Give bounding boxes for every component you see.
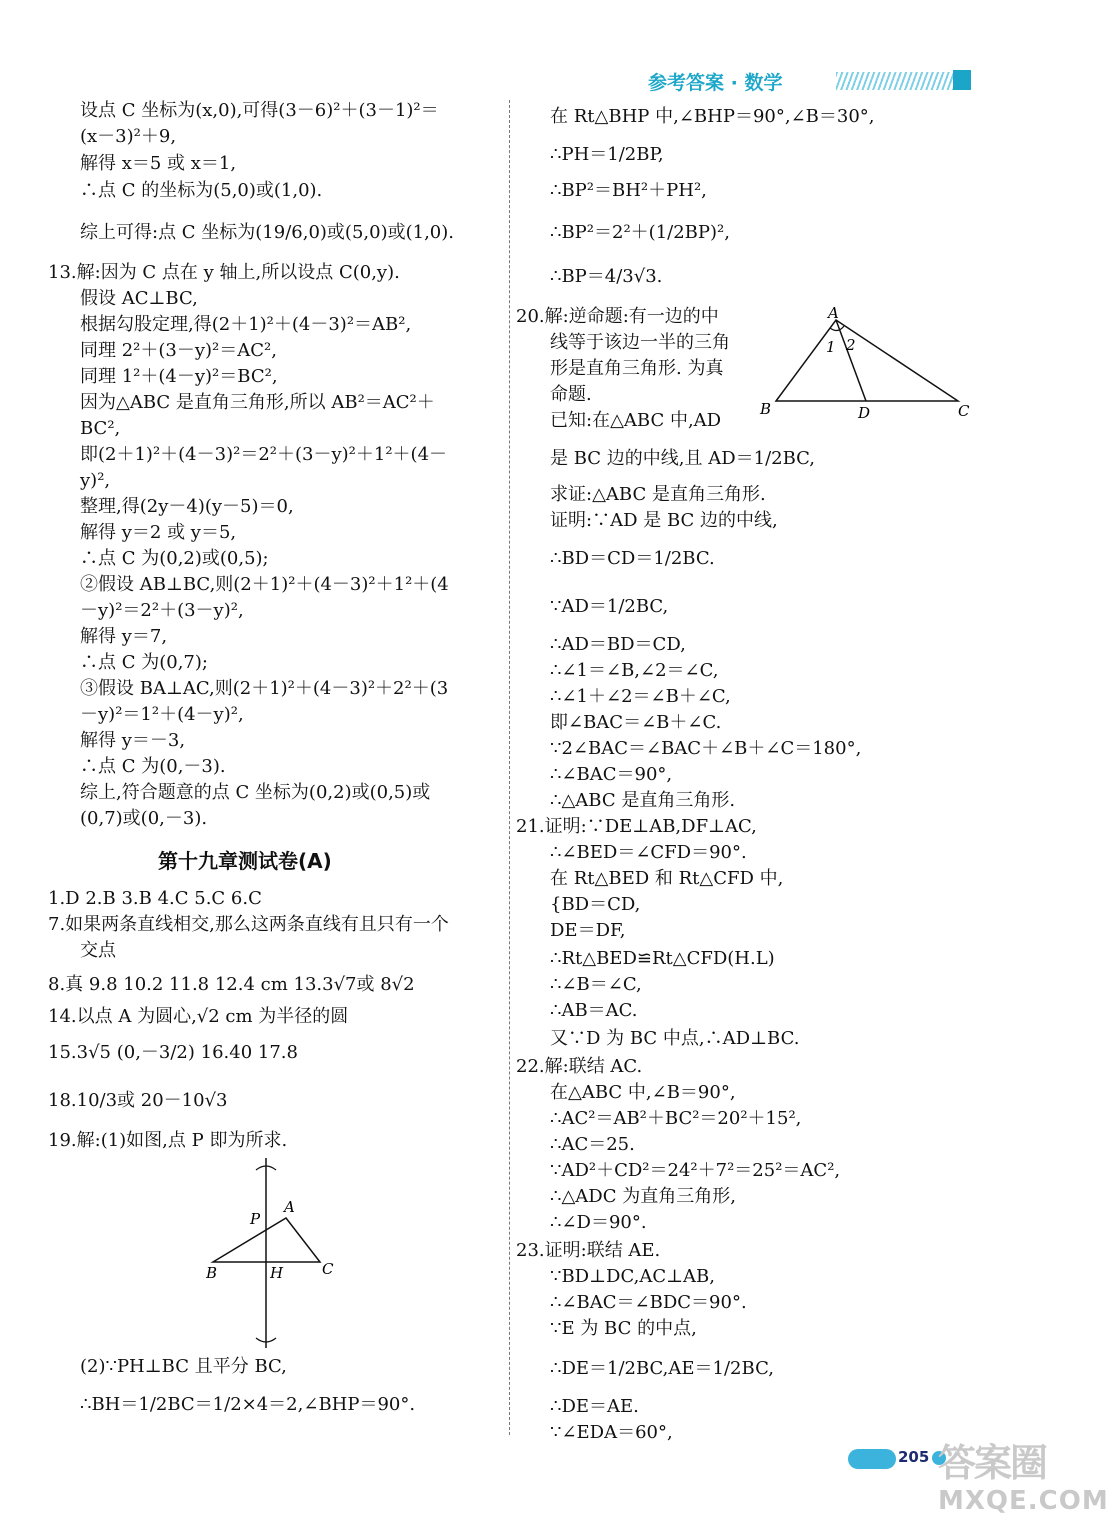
text-line: ∴∠BED＝∠CFD＝90°. (550, 842, 747, 863)
text-line: 即(2＋1)²＋(4－3)²＝2²＋(3－y)²＋1²＋(4－ (80, 444, 448, 465)
label-p: P (250, 1210, 261, 1228)
text-line: －y)²＝2²＋(3－y)², (80, 600, 244, 621)
text-line: 同理 1²＋(4－y)²＝BC², (80, 366, 278, 387)
text-line: y)², (80, 470, 111, 491)
text-line: 15.3√5 (0,－3/2) 16.40 17.8 (48, 1042, 298, 1063)
label-a: A (828, 304, 839, 322)
text-line: ∴BH＝1/2BC＝1/2×4＝2,∠BHP＝90°. (80, 1394, 416, 1415)
text-line: 解得 y＝2 或 y＝5, (80, 522, 237, 543)
text-line: 20.解:逆命题:有一边的中 (516, 306, 719, 327)
text-line: 在△ABC 中,∠B＝90°, (550, 1082, 736, 1103)
page-header (648, 64, 973, 96)
text-line: ∴BD＝CD＝1/2BC. (550, 548, 715, 569)
text-line: ∴△ADC 为直角三角形, (550, 1186, 736, 1207)
text-line: BC², (80, 418, 121, 439)
label-angle2: 2 (846, 336, 856, 354)
text-line: ∵∠EDA＝60°, (550, 1422, 673, 1443)
text-line: DE＝DF, (550, 920, 626, 941)
text-line: 求证:△ABC 是直角三角形. (550, 484, 766, 505)
text-line: 综上可得:点 C 坐标为(19/6,0)或(5,0)或(1,0). (80, 222, 454, 243)
text-line: ∴∠BAC＝90°, (550, 764, 673, 785)
text-line: ②假设 AB⊥BC,则(2＋1)²＋(4－3)²＋1²＋(4 (80, 574, 449, 595)
text-line: ∴BP²＝BH²＋PH², (550, 180, 707, 201)
text-line: ∴PH＝1/2BP, (550, 144, 664, 165)
text-line: 综上,符合题意的点 C 坐标为(0,2)或(0,5)或 (80, 782, 431, 803)
text-line: 19.解:(1)如图,点 P 即为所求. (48, 1130, 288, 1151)
text-line: 解得 y＝－3, (80, 730, 186, 751)
text-line: 在 Rt△BHP 中,∠BHP＝90°,∠B＝30°, (550, 106, 875, 127)
text-line: ∴点 C 的坐标为(5,0)或(1,0). (80, 180, 323, 201)
text-line: 命题. (550, 384, 592, 405)
text-line: 因为△ABC 是直角三角形,所以 AB²＝AC²＋ (80, 392, 435, 413)
text-line: ∵AD＝1/2BC, (550, 596, 669, 617)
text-line: 交点 (80, 940, 116, 961)
watermark (938, 1440, 1109, 1530)
text-line: 即∠BAC＝∠B＋∠C. (550, 712, 722, 733)
text-line: 同理 2²＋(3－y)²＝AC², (80, 340, 277, 361)
text-line: ∴∠BAC＝∠BDC＝90°. (550, 1292, 747, 1313)
label-angle1: 1 (826, 338, 836, 356)
text-line: ∴∠1＋∠2＝∠B＋∠C, (550, 686, 731, 707)
text-line: (x－3)²＋9, (80, 126, 177, 147)
text-line: 根据勾股定理,得(2＋1)²＋(4－3)²＝AB², (80, 314, 412, 335)
watermark-url: MXQE.COM (938, 1486, 1109, 1516)
text-line: ∴∠D＝90°. (550, 1212, 647, 1233)
text-line: 又∵D 为 BC 中点,∴AD⊥BC. (550, 1028, 800, 1049)
text-line: 在 Rt△BED 和 Rt△CFD 中, (550, 868, 784, 889)
text-line: {BD＝CD, (550, 894, 641, 915)
text-line: ∴∠1＝∠B,∠2＝∠C, (550, 660, 719, 681)
figure-19 (198, 1150, 378, 1360)
text-line: (0,7)或(0,－3). (80, 808, 208, 829)
label-d: D (858, 404, 871, 422)
page-pill (848, 1449, 896, 1469)
angle-arc (830, 326, 844, 331)
watermark-logo: 答案圈 (938, 1441, 1047, 1485)
text-line: ∴BP²＝2²＋(1/2BP)², (550, 222, 730, 243)
text-line: 23.证明:联结 AE. (516, 1240, 661, 1261)
text-line: 7.如果两条直线相交,那么这两条直线有且只有一个 (48, 914, 449, 935)
text-line: ∴点 C 为(0,－3). (80, 756, 226, 777)
text-line: ∴点 C 为(0,2)或(0,5); (80, 548, 269, 569)
text-line: 证明:∵AD 是 BC 边的中线, (550, 510, 778, 531)
text-line: ∵2∠BAC＝∠BAC＋∠B＋∠C＝180°, (550, 738, 862, 759)
label-a: A (284, 1198, 295, 1216)
text-line: 整理,得(2y－4)(y－5)＝0, (80, 496, 294, 517)
figure-20 (758, 304, 976, 422)
text-line: ∵BD⊥DC,AC⊥AB, (550, 1266, 715, 1287)
text-line: ∴AC＝25. (550, 1134, 635, 1155)
text-line: 14.以点 A 为圆心,√2 cm 为半径的圆 (48, 1006, 349, 1027)
section-title: 第十九章测试卷(A) (158, 849, 332, 873)
page-number: 205 (898, 1448, 930, 1466)
text-line: 21.证明:∵DE⊥AB,DF⊥AC, (516, 816, 757, 837)
text-line: 1.D 2.B 3.B 4.C 5.C 6.C (48, 888, 262, 909)
label-h: H (270, 1264, 284, 1282)
text-line: 形是直角三角形. 为真 (550, 358, 724, 379)
triangle-abc (776, 320, 958, 401)
text-line: ∴BP＝4/3√3. (550, 266, 663, 287)
text-line: 18.10/3或 20－10√3 (48, 1090, 228, 1111)
text-line: 设点 C 坐标为(x,0),可得(3－6)²＋(3－1)²＝ (80, 100, 439, 121)
text-line: ∵E 为 BC 的中点, (550, 1318, 697, 1339)
label-b: B (206, 1264, 218, 1282)
text-line: ∴△ABC 是直角三角形. (550, 790, 736, 811)
text-line: 8.真 9.8 10.2 11.8 12.4 cm 13.3√7或 8√2 (48, 974, 415, 995)
text-line: ∴点 C 为(0,7); (80, 652, 208, 673)
text-line: 22.解:联结 AC. (516, 1056, 643, 1077)
text-line: (2)∵PH⊥BC 且平分 BC, (80, 1356, 287, 1377)
header-title: 参考答案 · 数学 (648, 72, 783, 94)
text-line: ∴Rt△BED≌Rt△CFD(H.L) (550, 948, 775, 969)
text-line: ∴DE＝1/2BC,AE＝1/2BC, (550, 1358, 774, 1379)
text-line: ∵AD²＋CD²＝24²＋7²＝25²＝AC², (550, 1160, 841, 1181)
column-divider (509, 100, 510, 1435)
page-number-badge (848, 1446, 943, 1472)
text-line: ∴AD＝BD＝CD, (550, 634, 686, 655)
text-line: ∴AB＝AC. (550, 1000, 638, 1021)
text-line: ∴DE＝AE. (550, 1396, 639, 1417)
text-line: ③假设 BA⊥AC,则(2＋1)²＋(4－3)²＋2²＋(3 (80, 678, 449, 699)
text-line: －y)²＝1²＋(4－y)², (80, 704, 244, 725)
text-line: ∴∠B＝∠C, (550, 974, 642, 995)
text-line: 13.解:因为 C 点在 y 轴上,所以设点 C(0,y). (48, 262, 400, 283)
text-line: ∴AC²＝AB²＋BC²＝20²＋15², (550, 1108, 802, 1129)
text-line: 解得 y＝7, (80, 626, 168, 647)
label-c: C (322, 1260, 334, 1278)
text-line: 假设 AC⊥BC, (80, 288, 198, 309)
text-line: 是 BC 边的中线,且 AD＝1/2BC, (550, 448, 816, 469)
header-stripes (836, 72, 956, 90)
label-b: B (760, 400, 772, 418)
text-line: 已知:在△ABC 中,AD (550, 410, 722, 431)
label-c: C (958, 402, 970, 420)
header-block (953, 70, 971, 90)
text-line: 解得 x＝5 或 x＝1, (80, 153, 237, 174)
median-ad (836, 320, 866, 401)
text-line: 线等于该边一半的三角 (550, 332, 730, 353)
